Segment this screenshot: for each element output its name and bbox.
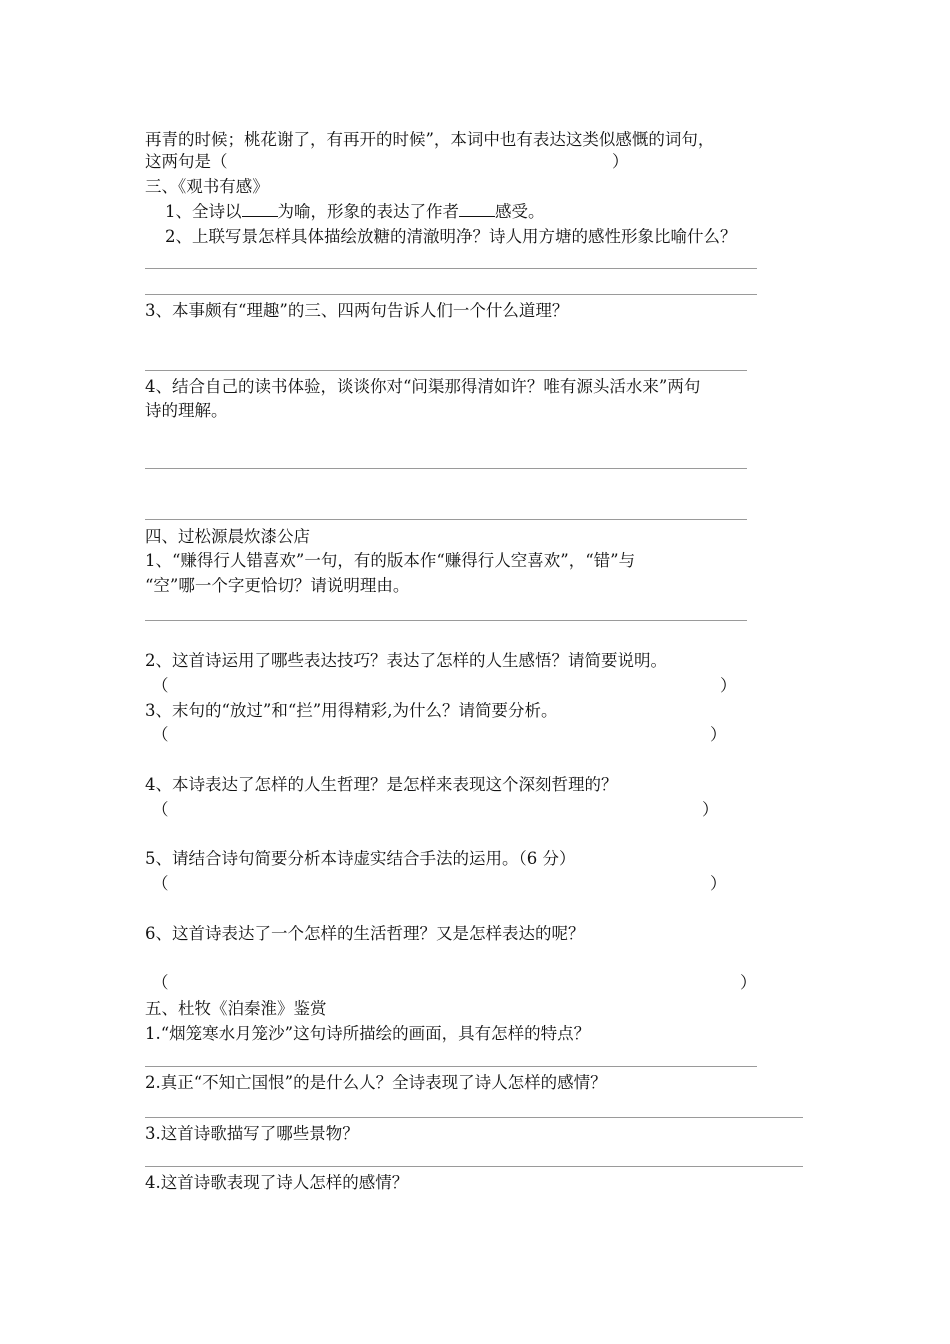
s4-question-6: 6、这首诗表达了一个怎样的生活哲理？又是怎样表达的呢？ bbox=[145, 924, 585, 943]
answer-open-paren: （ bbox=[152, 973, 169, 992]
intro-line-2: 这两句是（ bbox=[145, 152, 228, 171]
s4-question-1-line-1: 1、“赚得行人错喜欢”一句，有的版本作“赚得行人空喜欢”，“错”与 bbox=[145, 551, 636, 570]
answer-open-paren: （ bbox=[152, 676, 169, 695]
answer-close-paren: ） bbox=[720, 676, 737, 695]
blank-1[interactable] bbox=[242, 202, 278, 217]
s3-question-4-line-1: 4、结合自己的读书体验，谈谈你对“问渠那得清如许？唯有源头活水来”两句 bbox=[145, 377, 701, 396]
answer-close-paren: ） bbox=[710, 874, 727, 893]
answer-line[interactable] bbox=[145, 268, 757, 269]
answer-close-paren: ） bbox=[740, 973, 757, 992]
answer-line[interactable] bbox=[145, 1066, 757, 1067]
intro-close-paren: ） bbox=[612, 152, 629, 171]
answer-line[interactable] bbox=[145, 370, 747, 371]
s5-question-2: 2.真正“不知亡国恨”的是什么人？全诗表现了诗人怎样的感情？ bbox=[145, 1073, 607, 1092]
answer-close-paren: ） bbox=[710, 725, 727, 744]
s5-question-3: 3.这首诗歌描写了哪些景物？ bbox=[145, 1124, 359, 1143]
s5-question-4: 4.这首诗歌表现了诗人怎样的感情？ bbox=[145, 1173, 409, 1192]
section-3-heading: 三、《观书有感》 bbox=[145, 177, 269, 196]
blank-2[interactable] bbox=[459, 202, 495, 217]
answer-line[interactable] bbox=[145, 519, 747, 520]
s4-question-2: 2、这首诗运用了哪些表达技巧？表达了怎样的人生感悟？请简要说明。 bbox=[145, 651, 667, 670]
s5-question-1: 1.“烟笼寒水月笼沙”这句诗所描绘的画面，具有怎样的特点？ bbox=[145, 1024, 591, 1043]
section-5-heading: 五、杜牧《泊秦淮》鉴赏 bbox=[145, 999, 327, 1018]
s4-question-5: 5、请结合诗句简要分析本诗虚实结合手法的运用。（6 分） bbox=[145, 849, 576, 868]
answer-line[interactable] bbox=[145, 468, 747, 469]
answer-line[interactable] bbox=[145, 1117, 803, 1118]
answer-line[interactable] bbox=[145, 620, 747, 621]
answer-open-paren: （ bbox=[152, 725, 169, 744]
s4-question-4: 4、本诗表达了怎样的人生哲理？是怎样来表现这个深刻哲理的？ bbox=[145, 775, 618, 794]
answer-close-paren: ） bbox=[702, 800, 719, 819]
s4-question-3: 3、末句的“放过”和“拦”用得精彩,为什么？请简要分析。 bbox=[145, 701, 558, 720]
answer-open-paren: （ bbox=[152, 874, 169, 893]
answer-open-paren: （ bbox=[152, 800, 169, 819]
s3-question-4-line-2: 诗的理解。 bbox=[145, 401, 228, 420]
s3-question-3: 3、本事颇有“理趣”的三、四两句告诉人们一个什么道理？ bbox=[145, 301, 569, 320]
s3-question-2: 2、上联写景怎样具体描绘放糖的清澈明净？诗人用方塘的感性形象比喻什么？ bbox=[165, 227, 737, 246]
intro-line-1: 再青的时候；桃花谢了，有再开的时候”，本词中也有表达这类似感慨的词句， bbox=[145, 130, 715, 149]
answer-line[interactable] bbox=[145, 1166, 803, 1167]
answer-line[interactable] bbox=[145, 294, 757, 295]
s4-question-1-line-2: “空”哪一个字更恰切？请说明理由。 bbox=[145, 576, 410, 595]
s3-question-1: 1、全诗以 为喻，形象的表达了作者 感受。 bbox=[165, 202, 545, 221]
section-4-heading: 四、过松源晨炊漆公店 bbox=[145, 527, 310, 546]
